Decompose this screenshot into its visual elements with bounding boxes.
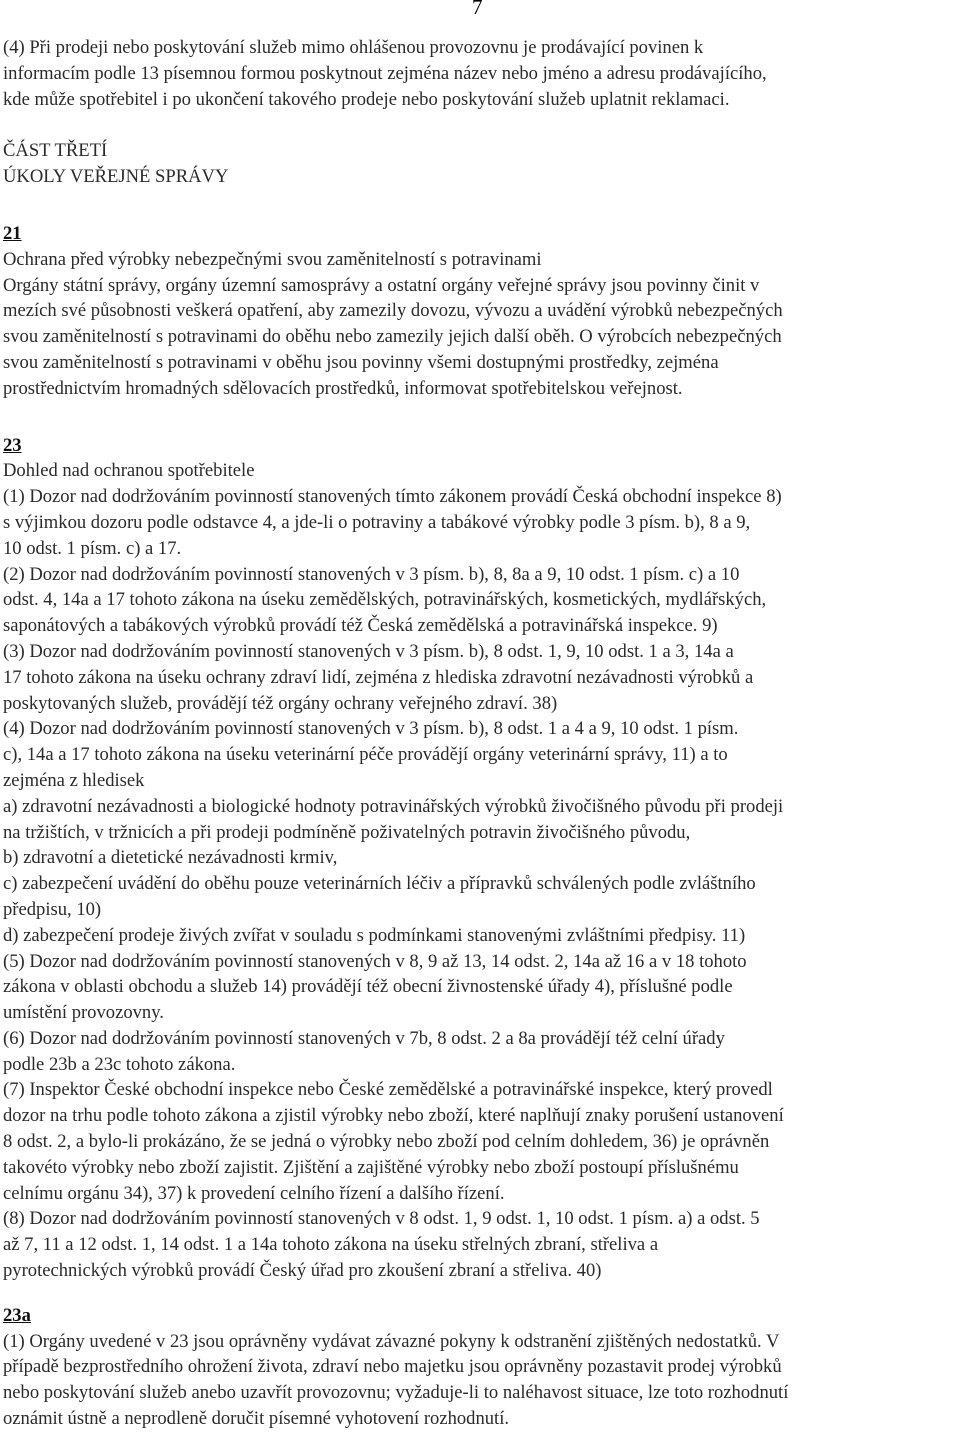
text-line: pyrotechnických výrobků provádí Český úřad pro zkoušení zbraní a střeliva. 40) [3,1260,602,1282]
section-title: Ochrana před výrobky nebezpečnými svou zaměnitelností s potravinami [3,248,542,270]
intro-paragraph [3,35,953,112]
section-number-link[interactable]: 23a [3,1304,31,1326]
text-line: kde může spotřebitel i po ukončení takového prodeje nebo poskytování služeb uplatnit reklamaci. [3,88,730,110]
text-line: (4) Při prodeji nebo poskytování služeb mimo ohlášenou provozovnu je prodávající povinen k [3,37,704,58]
text-line: mezích své působnosti veškerá opatření, aby zamezily dovozu, vývozu a uvádění výrobků nebezpečných [3,300,783,322]
section-23a [3,1303,953,1432]
section-number-link[interactable]: 23 [3,434,22,456]
part-title: ČÁST TŘETÍ [3,140,108,162]
text-line: (4) Dozor nad dodržováním povinností stanovených v 3 písm. b), 8 odst. 1 a 4 a 9, 10 odst. 1 písm. [3,718,739,740]
text-line: (8) Dozor nad dodržováním povinností stanovených v 8 odst. 1, 9 odst. 1, 10 odst. 1 písm. a) a odst. 5 [3,1208,760,1230]
text-line: (2) Dozor nad dodržováním povinností stanovených v 3 písm. b), 8, 8a a 9, 10 odst. 1 písm. c) a 10 [3,563,740,585]
text-line: 10 odst. 1 písm. c) a 17. [3,537,182,559]
text-line: d) zabezpečení prodeje živých zvířat v souladu s podmínkami stanovenými zvláštními předpisy. 11) [3,924,746,946]
text-line: nebo poskytování služeb anebo uzavřít provozovnu; vyžaduje-li to naléhavost situace, lze toto rozhodnutí [3,1382,789,1404]
text-line: b) zdravotní a dietetické nezávadnosti krmiv, [3,847,338,869]
text-line: zejména z hledisek [3,769,145,791]
section-title: Dohled nad ochranou spotřebitele [3,460,255,482]
text-line: Orgány státní správy, orgány územní samosprávy a ostatní orgány veřejné správy jsou povinny činit v [3,274,760,296]
text-line: umístění provozovny. [3,1002,164,1024]
text-line: (7) Inspektor České obchodní inspekce nebo České zemědělské a potravinářské inspekce, který provedl [3,1079,773,1101]
text-line: prostřednictvím hromadných sdělovacích prostředků, informovat spotřebitelskou veřejnost. [3,377,683,399]
text-line: předpisu, 10) [3,898,102,920]
text-line: (6) Dozor nad dodržováním povinností stanovených v 7b, 8 odst. 2 a 8a provádějí též celní úřady [3,1027,725,1049]
text-line: oznámit ústně a neprodleně doručit písemné vyhotovení rozhodnutí. [3,1408,510,1430]
text-line: podle 23b a 23c tohoto zákona. [3,1053,236,1075]
section-23 [3,433,953,1284]
text-line: informacím podle 13 písemnou formou poskytnout zejména název nebo jméno a adresu prodávajícího, [3,62,767,84]
text-line: c) zabezpečení uvádění do oběhu pouze veterinárních léčiv a přípravků schválených podle zvláštního [3,873,756,895]
text-line: poskytovaných služeb, provádějí též orgány ochrany veřejného zdraví. 38) [3,692,558,714]
text-line: (5) Dozor nad dodržováním povinností stanovených v 8, 9 až 13, 14 odst. 2, 14a až 16 a v 18 tohoto [3,950,747,972]
page-number: 7 [472,0,483,19]
text-line: takovéto výrobky nebo zboží zajistit. Zjištění a zajištěné výrobky nebo zboží postoupí příslušnému [3,1156,739,1178]
text-line: svou zaměnitelností s potravinami do oběhu nebo zamezily jejich další oběh. O výrobcích nebezpečných [3,326,782,348]
text-line: svou zaměnitelností s potravinami v oběhu jsou povinny všemi dostupnými prostředky, zejména [3,351,719,373]
text-line: celnímu orgánu 34), 37) k provedení celního řízení a dalšího řízení. [3,1182,505,1204]
text-line: zákona v oblasti obchodu a služeb 14) provádějí též obecní živnostenské úřady 4), příslušné podle [3,976,733,998]
text-line: na tržištích, v tržnicích a při prodeji podmíněně poživatelných potravin živočišného původu, [3,821,691,843]
text-line: až 7, 11 a 12 odst. 1, 14 odst. 1 a 14a tohoto zákona na úseku střelných zbraní, střeliva a [3,1234,659,1256]
text-line: (1) Dozor nad dodržováním povinností stanovených tímto zákonem provádí Česká obchodní inspekce 8) [3,486,782,508]
text-line: 17 tohoto zákona na úseku ochrany zdraví lidí, zejména z hlediska zdravotní nezávadnosti výrobků a [3,666,754,688]
document-body [3,35,953,1432]
text-line: c), 14a a 17 tohoto zákona na úseku veterinární péče provádějí orgány veterinární správy, 11) a to [3,744,728,766]
text-line: s výjimkou dozoru podle odstavce 4, a jde-li o potraviny a tabákové výrobky podle 3 písm. b), 8 a 9, [3,511,751,533]
text-line: (1) Orgány uvedené v 23 jsou oprávněny vydávat závazné pokyny k odstranění zjištěných nedostatků. V [3,1330,780,1352]
text-line: dozor na trhu podle tohoto zákona a zjistil výrobky nebo zboží, které naplňují znaky porušení ustanovení [3,1105,784,1127]
text-line: (3) Dozor nad dodržováním povinností stanovených v 3 písm. b), 8 odst. 1, 9, 10 odst. 1 a 3, 14a a [3,640,734,662]
text-line: odst. 4, 14a a 17 tohoto zákona na úseku zemědělských, potravinářských, kosmetických, mydlářských, [3,589,767,611]
section-21 [3,221,953,402]
part-subtitle: ÚKOLY VEŘEJNÉ SPRÁVY [3,166,229,188]
text-line: a) zdravotní nezávadnosti a biologické hodnoty potravinářských výrobků živočišného původu při prodeji [3,795,784,817]
section-number-link[interactable]: 21 [3,222,22,244]
text-line: případě bezprostředního ohrožení života, zdraví nebo majetku jsou oprávněny pozastavit prodej výrobků [3,1356,782,1378]
text-line: saponátových a tabákových výrobků provádí též Česká zemědělská a potravinářská inspekce. 9) [3,615,718,637]
text-line: 8 odst. 2, a bylo-li prokázáno, že se jedná o výrobky nebo zboží pod celním dohledem, 36) je oprávněn [3,1131,770,1153]
